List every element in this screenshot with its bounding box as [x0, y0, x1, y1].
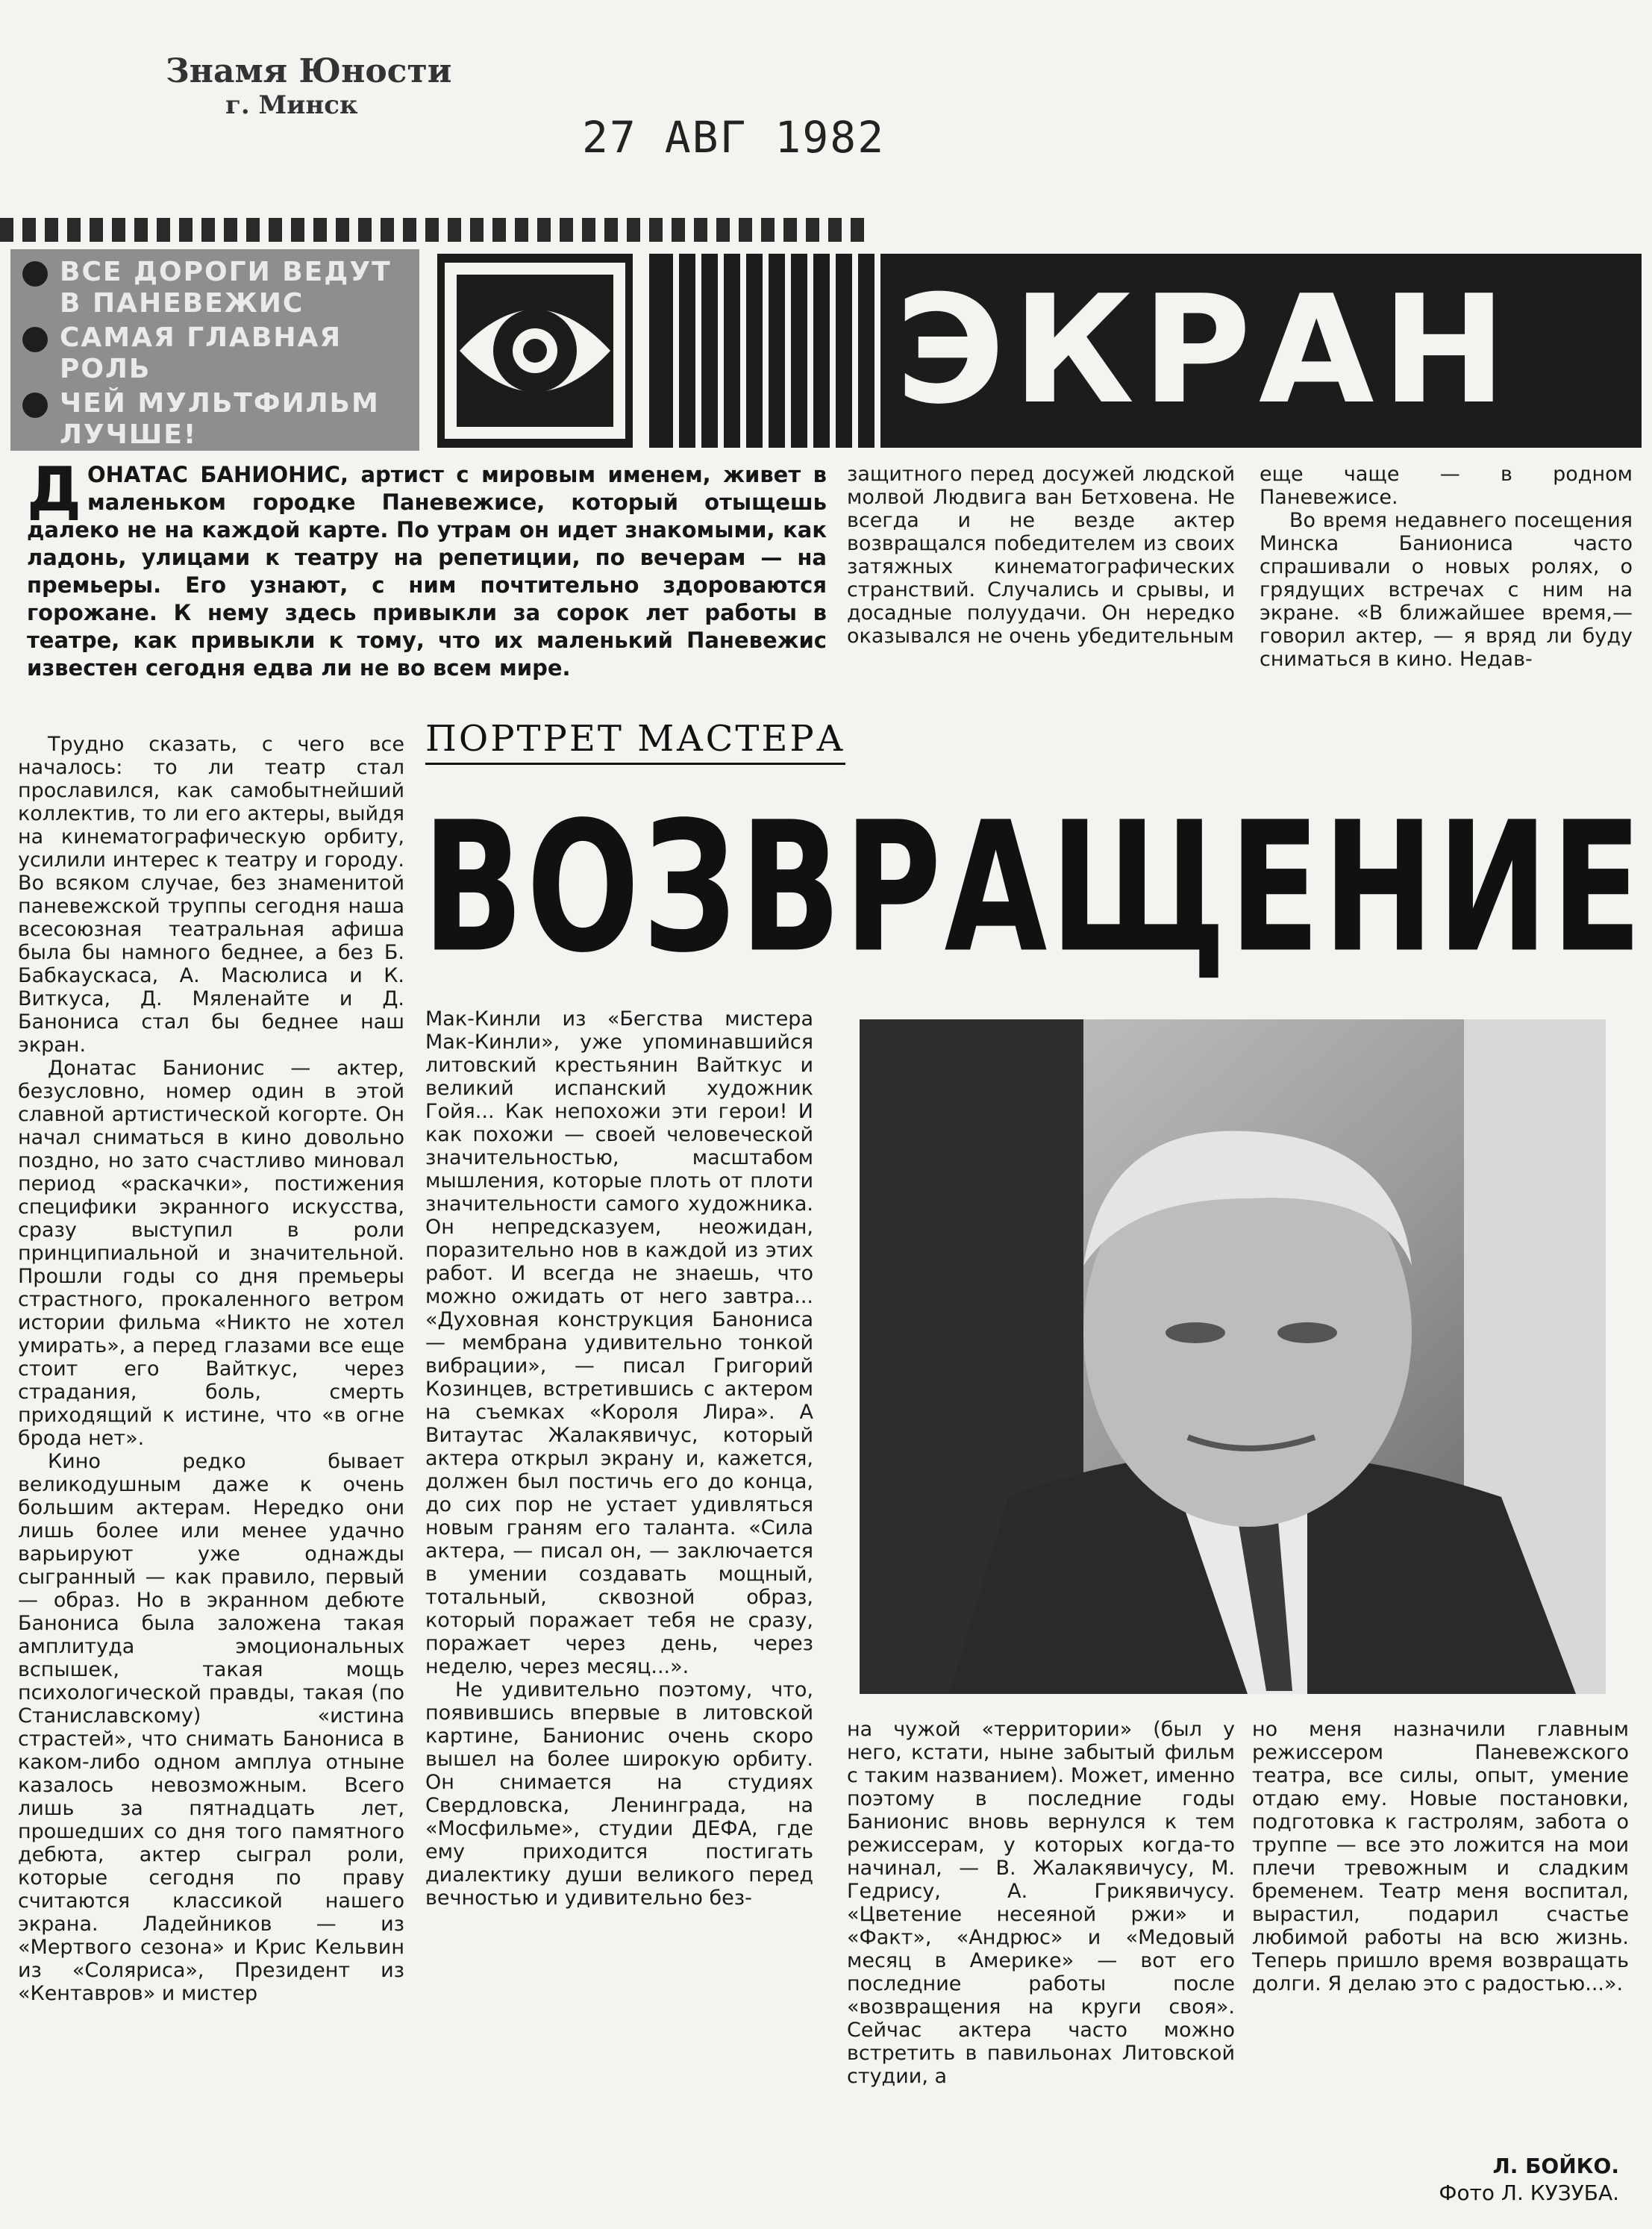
teaser-text: ВСЕ ДОРОГИ ВЕДУТ В ПАНЕВЕЖИС [60, 257, 392, 319]
paragraph: еще чаще — в родном Паневежисе. [1260, 463, 1633, 509]
newspaper-stamp [166, 52, 464, 120]
stamp-city: г. Минск [225, 90, 358, 120]
column-left [18, 733, 404, 2005]
lead-paragraph [27, 454, 827, 682]
bullet-icon [22, 261, 48, 287]
section-title: ЭКРАН [895, 263, 1515, 437]
paragraph: Трудно сказать, с чего все началось: то ли театр стал прославился, как самобытнейший коллектив, то ли его актеры, выйдя на кинематографическую орбиту, усилили интерес к театру и городу. Во всяком случае, без знаменитой паневежской труппы сегодня наша всесоюзная театральная афиша была бы намного беднее, а без Б. Бабкаускаса, А. Масюлиса и К. Виткуса, Д. Мяленайте и Д. Банониса стал бы беднее наш экран. [18, 733, 404, 1057]
bullet-icon [22, 327, 48, 352]
teaser-box [10, 249, 419, 451]
teaser-text: САМАЯ ГЛАВНАЯ РОЛЬ [60, 322, 342, 384]
drop-cap: Д [27, 454, 82, 525]
author-name: Л. БОЙКО. [1492, 2154, 1619, 2178]
headline: ВОЗВРАЩЕНИЕ [422, 783, 1645, 992]
teaser-item [19, 257, 412, 319]
byline [1268, 2153, 1619, 2207]
bullet-icon [22, 393, 48, 418]
column-middle [425, 1007, 813, 1910]
eye-icon [437, 254, 633, 448]
paragraph: Донатас Банионис — актер, безусловно, номер один в этой славной артистической когорте. Он начал сниматься в кино довольно поздно, но зато счастливо миновал период «раскачки», постижения специфики экранного искусства, сразу выступил в роли принципиальной и значительной. Прошли годы со дня премьеры страстного, прокаленного ветром истории фильма «Никто не хотел умирать», а перед глазами все еще стоит его Вайткус, через страдания, боль, смерть приходящий к истине, что «в огне брода нет». [18, 1057, 404, 1450]
teaser-item [19, 388, 412, 451]
man-portrait-icon [860, 1019, 1606, 1694]
lead-text: ОНАТАС БАНИОНИС, артист с мировым именем, живет в маленьком городке Паневежисе, который отыщешь далеко не на каждой карте. По утрам он идет знакомыми, как ладонь, улицами к театру на репетиции, по вечерам — на премьеры. Его узнают, с ним почтительно здороваются горожане. К нему здесь привыкли за сорок лет работы в театре, как привыкли к тому, что их маленький Паневежис известен сегодня едва ли не во всем мире. [27, 462, 827, 681]
paragraph: Мак-Кинли из «Бегства мистера Мак-Кинли», уже упоминавшийся литовский крестьянин Вайткус и великий испанский художник Гойя... Как непохожи эти герои! И как похожи — своей человеческой значительностью, масштабом мышления, которые плоть от плоти значительности самого художника. Он непредсказуем, неожидан, поразительно нов в каждой из этих работ. И всегда не знаешь, что можно ожидать от него завтра... «Духовная конструкция Банониса — мембрана удивительно тонкой вибрации», — писал Григорий Козинцев, встретившись с актером на съемках «Короля Лира». А Витаутас Жалакявичус, который актера открыл экрану и, кажется, должен был постичь его до конца, до сих пор не устает удивляться новым граням его таланта. «Сила актера, — писал он, — заключается в умении создавать мощный, тотальный, сквозной образ, который поражает тебя не сразу, поражает через день, через неделю, через месяц...». [425, 1007, 813, 1678]
portrait-photo [860, 1019, 1606, 1694]
header-strip [0, 218, 873, 242]
photo-credit: Фото Л. КУЗУБА. [1439, 2180, 1619, 2205]
banner-stripes [657, 254, 880, 448]
paragraph: Во время недавнего посещения Минска Баниониса часто спрашивали о новых ролях, о грядущих встречах с ним на экране. «В ближайшее время,— говорил актер, — я вряд ли буду сниматься в кино. Недав- [1260, 509, 1633, 671]
eye-logo [437, 254, 633, 448]
teaser-text: ЧЕЙ МУЛЬТФИЛЬМ ЛУЧШЕ! [60, 388, 380, 450]
teaser-item [19, 322, 412, 385]
column-top-right [1260, 463, 1633, 671]
paragraph: но меня назначили главным режиссером Паневежского театра, все силы, опыт, умение отдаю ему. Новые постановки, подготовка к гастролям, забота о труппе — все это ложится на мои плечи тревожным и сладким бременем. Театр меня воспитал, вырастил, подарил счастье любимой работы на всю жизнь. Теперь пришло время возвращать долги. Я делаю это с радостью...». [1252, 1718, 1629, 1995]
column-bottom-middle [847, 1718, 1235, 2088]
column-top-middle [847, 463, 1235, 648]
rubric: ПОРТРЕТ МАСТЕРА [425, 718, 845, 765]
paragraph: на чужой «территории» (был у него, кстати, ныне забытый фильм с таким названием). Может, именно поэтому в последние годы Банионис вновь вернулся к тем режиссерам, у которых когда-то начинал, — В. Жалакявичусу, М. Гедрису, А. Грикявичусу. «Цветение несеяной ржи» и «Факт», «Андрюс» и «Медовый месяц в Америке» — вот его последние работы после «возвращения на круги своя». Сейчас актера часто можно встретить в павильонах Литовской студии, а [847, 1718, 1235, 2088]
section-banner [649, 254, 1642, 448]
column-bottom-right [1252, 1718, 1629, 1995]
paragraph: защитного перед досужей людской молвой Людвига ван Бетховена. Не всегда и не везде актер возвращался победителем из своих затяжных кинематографических странствий. Случались и срывы, и досадные полуудачи. Он нередко оказывался не очень убедительным [847, 463, 1235, 648]
stamp-paper-name: Знамя Юности [166, 52, 452, 90]
paragraph: Кино редко бывает великодушным даже к очень большим актерам. Нередко они лишь более или менее удачно варьируют уже однажды сыгранный — как правило, первый — образ. Но в экранном дебюте Банониса была заложена такая амплитуда эмоциональных вспышек, такая мощь психологической правды, такая (по Станиславскому) «истина страстей», что снимать Банониса в каком-либо одном амплуа отныне казалось невозможным. Всего лишь за пятнадцать лет, прошедших со дня того памятного дебюта, актер сыграл роли, которые сегодня по праву считаются классикой нашего экрана. Ладейников — из «Мертвого сезона» и Крис Кельвин из «Соляриса», Президент из «Кентавров» и мистер [18, 1450, 404, 2005]
stamp-date: 27 АВГ 1982 [582, 112, 886, 163]
paragraph: Не удивительно поэтому, что, появившись впервые в литовской картине, Банионис очень скоро вышел на более широкую орбиту. Он снимается на студиях Свердловска, Ленинграда, на «Мосфильме», студии ДЕФА, где ему приходится постигать диалектику души великого перед вечностью и удивительно без- [425, 1678, 813, 1910]
